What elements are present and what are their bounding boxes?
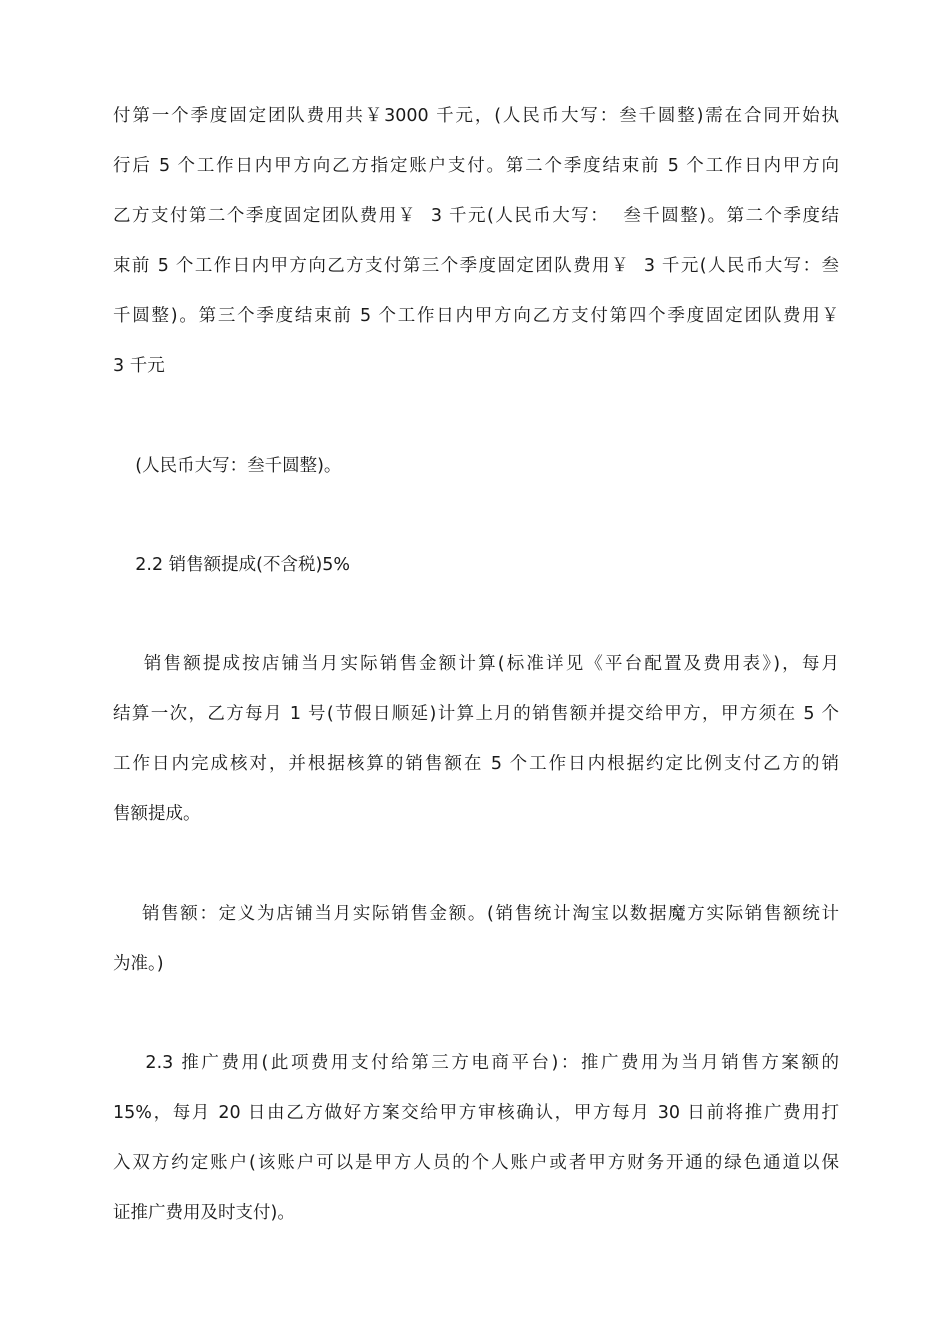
- text-line: 行后 5 个工作日内甲方向乙方指定账户支付。第二个季度结束前 5 个工作日内甲方向: [113, 156, 839, 176]
- paragraph-quarterly-fees: [113, 99, 839, 399]
- text-line: 售额提成。: [113, 804, 201, 824]
- text-line: 为准。): [113, 954, 164, 974]
- text-line: (人民币大写：叁千圆整)。: [113, 456, 342, 476]
- section-heading-2-2: [113, 548, 839, 582]
- text-line: 证推广费用及时支付)。: [113, 1203, 295, 1223]
- text-line: 销售额提成按店铺当月实际销售金额计算(标准详见《平台配置及费用表》)，每月: [113, 654, 839, 674]
- text-line: 销售额：定义为店铺当月实际销售金额。(销售统计淘宝以数据魔方实际销售额统计: [113, 904, 839, 924]
- text-line: 3 千元: [113, 356, 165, 376]
- text-line: 2.2 销售额提成(不含税)5%: [113, 555, 351, 575]
- paragraph-promotion-fees: [113, 1046, 839, 1246]
- text-line: 千圆整)。第三个季度结束前 5 个工作日内甲方向乙方支付第四个季度固定团队费用￥: [113, 306, 839, 326]
- text-line: 付第一个季度固定团队费用共￥3000 千元，(人民币大写：叁千圆整)需在合同开始执: [113, 106, 839, 126]
- text-line: 2.3 推广费用(此项费用支付给第三方电商平台)：推广费用为当月销售方案额的: [113, 1053, 839, 1073]
- paragraph-sales-commission: [113, 647, 839, 847]
- text-line: 工作日内完成核对，并根据核算的销售额在 5 个工作日内根据约定比例支付乙方的销: [113, 754, 839, 774]
- text-line: 结算一次，乙方每月 1 号(节假日顺延)计算上月的销售额并提交给甲方，甲方须在 5 个: [113, 704, 839, 724]
- text-line: 15%，每月 20 日由乙方做好方案交给甲方审核确认，甲方每月 30 日前将推广费用打: [113, 1103, 839, 1123]
- text-line: 入双方约定账户(该账户可以是甲方人员的个人账户或者甲方财务开通的绿色通道以保: [113, 1153, 839, 1173]
- text-line: 乙方支付第二个季度固定团队费用￥ 3 千元(人民币大写： 叁千圆整)。第二个季度结: [113, 206, 839, 226]
- text-line: 束前 5 个工作日内甲方向乙方支付第三个季度固定团队费用￥ 3 千元(人民币大写：叁: [113, 256, 839, 276]
- paragraph-sales-definition: [113, 897, 839, 997]
- paragraph-rmb-uppercase: [113, 449, 839, 483]
